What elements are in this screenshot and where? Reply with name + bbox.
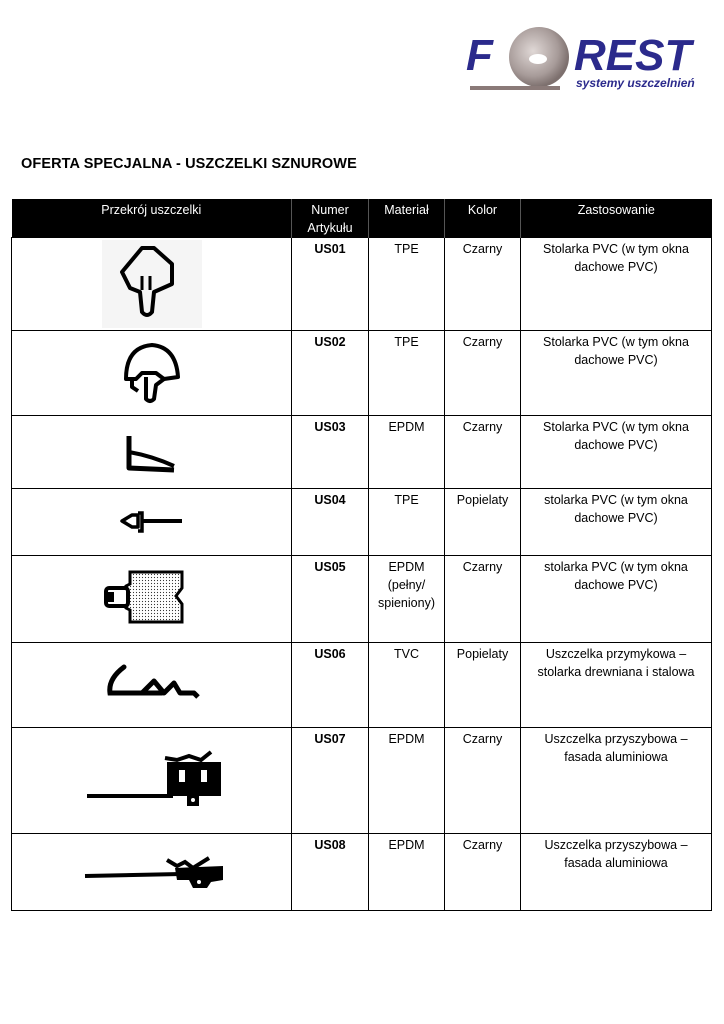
material-cell: EPDM bbox=[369, 834, 445, 911]
article-number: US05 bbox=[292, 556, 369, 643]
usage-cell: Uszczelka przyszybowa – fasada aluminiowa bbox=[521, 834, 712, 911]
color-cell: Czarny bbox=[445, 834, 521, 911]
section-cell bbox=[12, 556, 292, 643]
logo-underline bbox=[470, 86, 560, 90]
page-title: OFERTA SPECJALNA - USZCZELKI SZNUROWE bbox=[21, 156, 357, 172]
us03-profile-icon bbox=[102, 418, 202, 486]
table-row bbox=[12, 331, 712, 416]
article-number: US04 bbox=[292, 489, 369, 556]
us01-profile-icon bbox=[102, 240, 202, 328]
color-cell: Czarny bbox=[445, 556, 521, 643]
logo-tagline: systemy uszczelnień bbox=[576, 76, 695, 90]
table-header-row bbox=[12, 199, 712, 238]
article-number: US03 bbox=[292, 416, 369, 489]
material-cell: TPE bbox=[369, 489, 445, 556]
color-cell: Czarny bbox=[445, 728, 521, 834]
section-cell bbox=[12, 834, 292, 911]
header-color: Kolor bbox=[445, 199, 521, 238]
material-cell: EPDM (pełny/ spieniony) bbox=[369, 556, 445, 643]
material-cell: EPDM bbox=[369, 416, 445, 489]
us07-profile-icon bbox=[83, 730, 233, 830]
color-cell: Popielaty bbox=[445, 643, 521, 728]
color-cell: Popielaty bbox=[445, 489, 521, 556]
article-number: US01 bbox=[292, 238, 369, 331]
usage-cell: Stolarka PVC (w tym okna dachowe PVC) bbox=[521, 331, 712, 416]
us06-profile-icon bbox=[102, 645, 202, 725]
seal-roll-icon bbox=[508, 26, 570, 88]
section-cell bbox=[12, 331, 292, 416]
offer-table bbox=[11, 199, 712, 911]
table-row bbox=[12, 643, 712, 728]
color-cell: Czarny bbox=[445, 416, 521, 489]
header-section: Przekrój uszczelki bbox=[12, 199, 292, 238]
header-material: Materiał bbox=[369, 199, 445, 238]
article-number: US07 bbox=[292, 728, 369, 834]
us02-profile-icon bbox=[102, 333, 202, 413]
usage-cell: stolarka PVC (w tym okna dachowe PVC) bbox=[521, 489, 712, 556]
usage-cell: stolarka PVC (w tym okna dachowe PVC) bbox=[521, 556, 712, 643]
section-cell bbox=[12, 728, 292, 834]
usage-cell: Uszczelka przymykowa – stolarka drewniana i stalowa bbox=[521, 643, 712, 728]
color-cell: Czarny bbox=[445, 331, 521, 416]
article-number: US02 bbox=[292, 331, 369, 416]
material-cell: EPDM bbox=[369, 728, 445, 834]
table-row bbox=[12, 556, 712, 643]
section-cell bbox=[12, 238, 292, 331]
color-cell: Czarny bbox=[445, 238, 521, 331]
logo-letter-f: F bbox=[466, 31, 493, 80]
section-cell bbox=[12, 489, 292, 556]
material-cell: TPE bbox=[369, 331, 445, 416]
article-number: US06 bbox=[292, 643, 369, 728]
table-row bbox=[12, 489, 712, 556]
forest-logo bbox=[466, 24, 710, 92]
table-row bbox=[12, 416, 712, 489]
article-number: US08 bbox=[292, 834, 369, 911]
section-cell bbox=[12, 416, 292, 489]
usage-cell: Stolarka PVC (w tym okna dachowe PVC) bbox=[521, 416, 712, 489]
material-cell: TVC bbox=[369, 643, 445, 728]
table-row bbox=[12, 834, 712, 911]
usage-cell: Stolarka PVC (w tym okna dachowe PVC) bbox=[521, 238, 712, 331]
section-cell bbox=[12, 643, 292, 728]
us04-profile-icon bbox=[102, 491, 202, 553]
header-number: Numer Artykułu bbox=[292, 199, 369, 238]
table-row bbox=[12, 728, 712, 834]
us05-profile-icon bbox=[102, 558, 202, 640]
us08-profile-icon bbox=[81, 836, 231, 908]
header-usage: Zastosowanie bbox=[521, 199, 712, 238]
usage-cell: Uszczelka przyszybowa – fasada aluminiowa bbox=[521, 728, 712, 834]
material-cell: TPE bbox=[369, 238, 445, 331]
table-row bbox=[12, 238, 712, 331]
logo-letters-rest: REST bbox=[574, 31, 692, 80]
